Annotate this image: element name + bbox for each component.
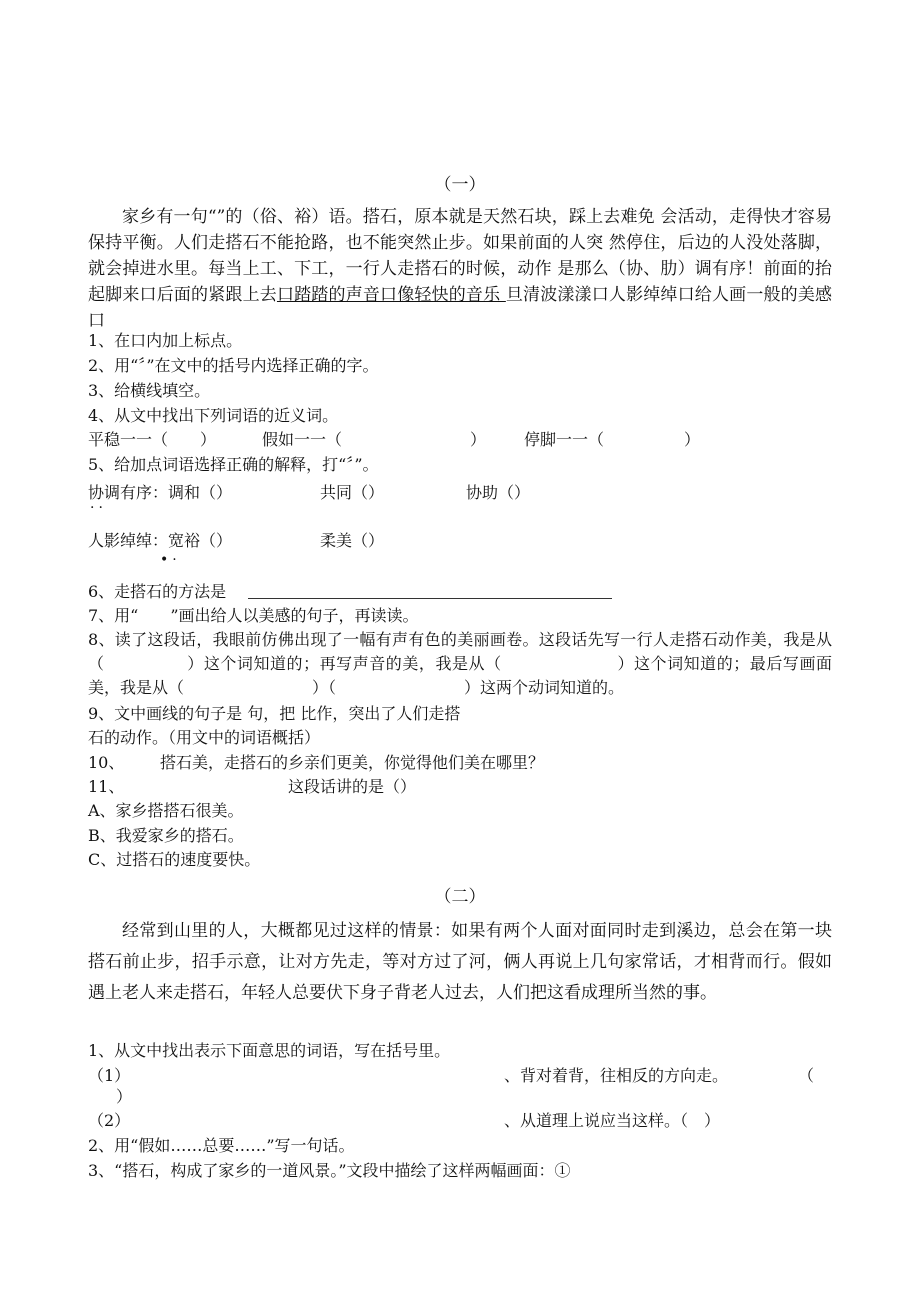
q11-option-b: B、我爱家乡的搭石。 (88, 826, 244, 845)
q4-synonym-a: 平稳一一（ ） (88, 430, 217, 449)
question-10-text: 搭石美，走搭石的乡亲们更美，你觉得他们美在哪里？ (160, 753, 545, 772)
q5-row1-option-b: 共同（） (320, 483, 385, 502)
s2-question-2: 2、用“假如……总要……”写一句话。 (88, 1136, 355, 1155)
question-7: 7、用“ ”画出给人以美感的句子，再读读。 (88, 606, 419, 625)
question-9-line-2: 石的动作。（用文中的词语概括） (88, 728, 321, 747)
question-3: 3、给横线填空。 (88, 381, 211, 400)
q5-row1-option-c: 协助（） (466, 483, 531, 502)
s2-q1-item-2-number: （2） (88, 1111, 131, 1130)
emphasis-dots-2: •· (160, 552, 181, 568)
question-11-number: 11、 (88, 777, 125, 796)
question-8: 8、读了这段话，我眼前仿佛出现了一幅有声有色的美丽画卷。这段话先写一行人走搭石动作美，我是从（ ）这个词知道的；再写声音的美，我是从（ ）这个词知道的；最后写画面美，我是从（ ）（ ）这两个动词知道的。 (88, 630, 832, 697)
question-4: 4、从文中找出下列词语的近义词。 (88, 406, 339, 425)
answer-blank-line[interactable] (248, 598, 612, 599)
question-1: 1、在口内加上标点。 (88, 331, 243, 350)
q5-row2-option-b: 柔美（） (320, 531, 385, 550)
passage-text-1: 家乡有一句“”的（俗、裕）语。搭石，原本就是天然石块，踩上去难免 会活动，走得快才容易保持平衡。人们走搭石不能抢路，也不能突然止步。如果前面的人突 然停住，后边的人没处落脚，就会掉进水里。每当上工、下工，一行人走搭石的时候，动作 是那么（协、肋）调有序！前面的抬起脚来口后面的紧跟上去 (88, 207, 832, 305)
section-1-title: （一） (434, 175, 486, 195)
s2-q1-item-1-number: （1） (88, 1066, 131, 1085)
s2-q1-item-1-paren-open: （ (798, 1066, 815, 1085)
q11-option-a: A、家乡搭搭石很美。 (88, 801, 244, 820)
q11-option-c: C、过搭石的速度要快。 (88, 850, 261, 869)
s2-q1-item-1-paren-close: ） (116, 1087, 133, 1106)
q4-synonym-c: 停脚一一（ ） (524, 430, 701, 449)
underlined-sentence: 口踏踏的声音口像轻快的音乐 (276, 285, 506, 305)
s2-q1-item-2-text: 、从道理上说应当这样。（ ） (504, 1111, 721, 1130)
q5-row2-label: 人影绰绰：宽裕（） (88, 531, 233, 550)
q4-synonym-b: 假如一一（ ） (262, 430, 487, 449)
question-10-number: 10、 (88, 753, 125, 772)
question-2: 2、用“〞”在文中的括号内选择正确的字。 (88, 356, 379, 375)
question-5: 5、给加点词语选择正确的解释，打“〞”。 (88, 455, 379, 474)
question-9-line-1: 9、文中画线的句子是 句，把 比作，突出了人们走搭 (88, 704, 461, 723)
q5-row1-label: 协调有序：调和（） (88, 483, 233, 502)
section-2-passage: 经常到山里的人，大概都见过这样的情景：如果有两个人面对面同时走到溪边，总会在第一块搭石前止步，招手示意，让对方先走，等对方过了河，俩人再说上几句家常话，才相背而行。假如遇上老人来走搭石，年轻人总要伏下身子背老人过去，人们把这看成理所当然的事。 (88, 921, 832, 1003)
question-11-text: 这段话讲的是（） (288, 777, 417, 796)
s2-question-3: 3、“搭石，构成了家乡的一道风景。”文段中描绘了这样两幅画面：① (88, 1161, 571, 1180)
section-2-title: （二） (434, 887, 486, 907)
emphasis-dots-1: ·· (90, 500, 107, 516)
s2-q1-item-1-text: 、背对着背，往相反的方向走。 (504, 1066, 729, 1085)
passage-text-2: 旦清波漾漾口人影绰绰口给人画一般的美感口 (88, 285, 833, 331)
section-1-passage (88, 204, 832, 334)
s2-question-1: 1、从文中找出表示下面意思的词语，写在括号里。 (88, 1041, 451, 1060)
question-6: 6、走搭石的方法是 (88, 582, 227, 601)
